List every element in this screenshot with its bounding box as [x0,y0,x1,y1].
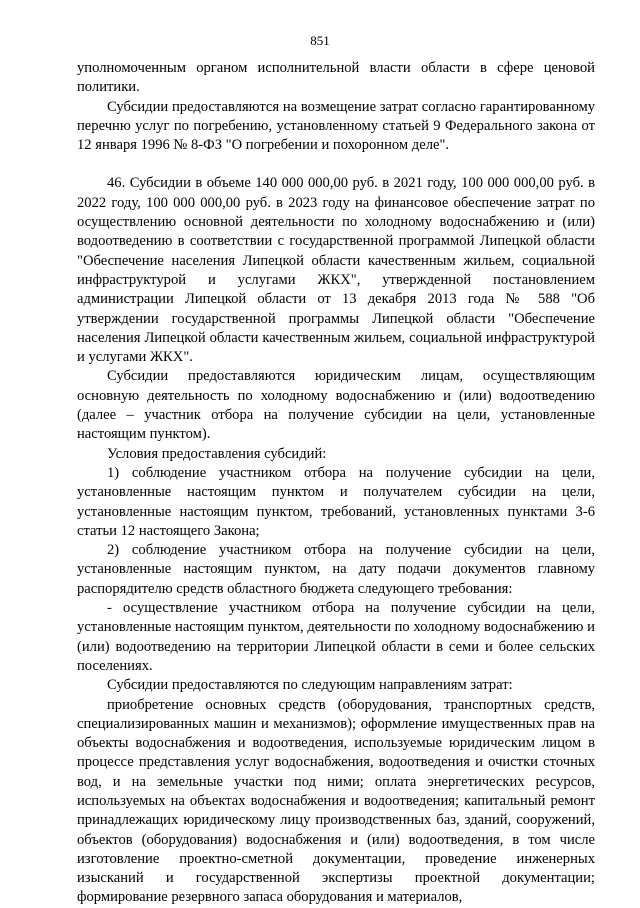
paragraph: 1) соблюдение участником отбора на получение субсидии на цели, установленные настоящим пунктом и получателем субсидии на цели, установленные настоящим пунктом, требований, установленных пунктами 3-6 статьи 12 настоящего Закона; [77,464,595,539]
paragraph: 46. Субсидии в объеме 140 000 000,00 руб. в 2021 году, 100 000 000,00 руб. в 2022 году, 100 000 000,00 руб. в 2023 году на финансовое обеспечение затрат по осуществлению основной деятельности по холодному водоснабжению и (или) водоотведению в соответствии с государственной программой Липецкой области "Обеспечение населения Липецкой области качественным жильем, социальной инфраструктурой и услугами ЖКХ", утвержденной постановлением администрации Липецкой области от 13 декабря 2013 года № 588 "Об утверждении государственной программы Липецкой области "Обеспечение населения Липецкой области качественным жильем, социальной инфраструктурой и услугами ЖКХ". [77,175,595,366]
paragraph-gap [77,155,595,174]
page-number: 851 [310,33,330,48]
paragraph: Субсидии предоставляются по следующим направлениям затрат: [107,677,513,694]
paragraph: уполномоченным органом исполнительной власти области в сфере ценовой политики. [77,60,595,96]
body-text [77,59,595,908]
paragraph: Субсидии предоставляются на возмещение затрат согласно гарантированному перечню услуг по погребению, установленному статьей 9 Федерального закона от 12 января 1996 № 8-ФЗ "О погребении и похоронном деле". [77,98,595,154]
paragraph: - осуществление участником отбора на получение субсидии на цели, установленные настоящим пунктом, деятельности по холодному водоснабжению и (или) водоотведению на территории Липецкой области в семи и более сельских поселениях. [77,600,595,674]
paragraph: Условия предоставления субсидий: [107,445,327,462]
paragraph: Субсидии предоставляются юридическим лицам, осуществляющим основную деятельность по холодному водоснабжению и (или) водоотведению (далее – участник отбора на получение субсидии на цели, установленные настоящим пунктом). [77,368,595,443]
paragraph: 2) соблюдение участником отбора на получение субсидии на цели, установленные настоящим пунктом, на дату подачи документов главному распорядителю средств областного бюджета следующего требования: [77,542,595,597]
paragraph: приобретение основных средств (оборудования, транспортных средств, специализированных машин и механизмов); оформление имущественных прав на объекты водоснабжения и водоотведения, используемые юридическим лицом в процессе представления услуг водоснабжения, водоотведения и очистки сточных вод, и на земельные участки под ними; оплата энергетических ресурсов, используемых на объектах водоснабжения и водоотведения; капитальный ремонт принадлежащих юридическому лицу производственных баз, зданий, сооружений, объектов (оборудования) водоснабжения и (или) водоотведения, в том числе изготовление проектно-сметной документации, проведение инженерных изысканий и государственной экспертизы проектной документации; формирование резервного запаса оборудования и материалов, [77,696,595,906]
